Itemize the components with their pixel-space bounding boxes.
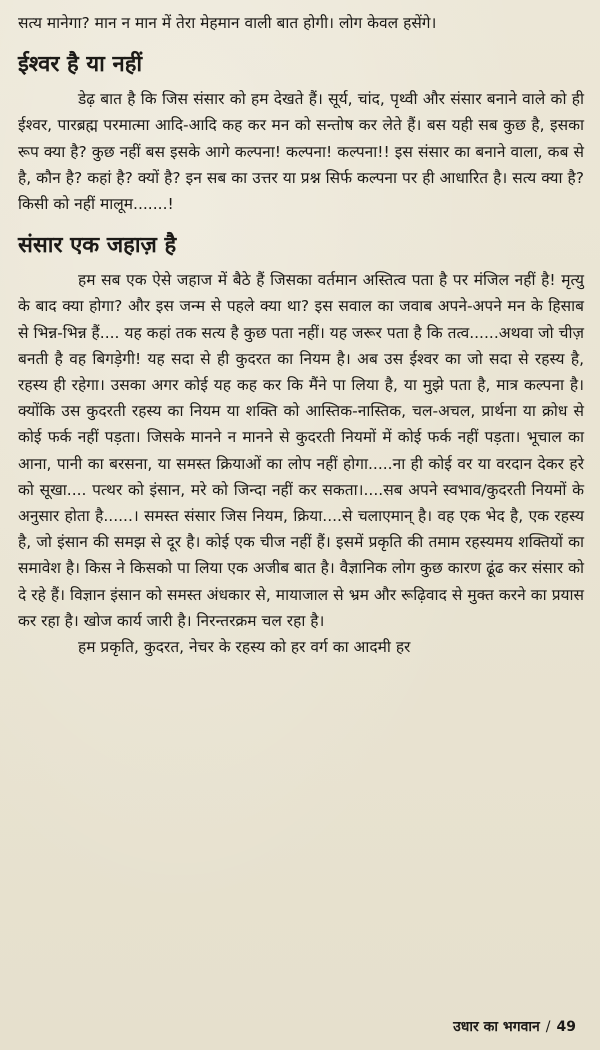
section-ishwar-paragraph: डेढ़ बात है कि जिस संसार को हम देखते हैं। सूर्य, चांद, पृथ्वी और संसार बनाने वाले को ही ईश्वर, पारब्रह्म परमात्मा आदि-आदि कह कर मन को सन्तोष कर लेते हैं। बस यही सब कुछ है, इसका रूप क्या है? कुछ नहीं बस इसके आगे कल्पना! कल्पना! कल्पना!! इस संसार का बनाने वाला, कब से है, कौन है? कहां है? क्यों है? इन सब का उत्तर या प्रश्न सिर्फ कल्पना पर ही आधारित है। सत्य क्या है? किसी को नहीं मालूम.......! [18, 90, 584, 214]
closing-line: हम प्रकृति, कुदरत, नेचर के रहस्य को हर वर्ग का आदमी हर [78, 638, 411, 657]
book-title: उधार का भगवान [453, 1019, 540, 1035]
section-heading-ishwar: ईश्वर है या नहीं [18, 52, 143, 78]
opening-paragraph: सत्य मानेगा? मान न मान में तेरा मेहमान वाली बात होगी। लोग केवल हसेंगे। [18, 14, 437, 32]
section-sansar-paragraph: हम सब एक ऐसे जहाज में बैठे हैं जिसका वर्तमान अस्तित्व पता है पर मंजिल नहीं है! मृत्यु के बाद क्या होगा? और इस जन्म से पहले क्या था? इस सवाल का जवाब अपने-अपने मन के हिसाब से भिन्न-भिन्न हैं.... यह कहां तक सत्य है कुछ पता नहीं। यह जरूर पता है कि तत्व......अथवा जो चीज़ बनती है वह बिगड़ेगी! यह सदा से ही कुदरत का नियम है। अब उस ईश्वर का जो सदा से रहस्य है, रहस्य ही रहेगा। उसका अगर कोई यह कह कर कि मैंने पा लिया है, या मुझे पता है, मात्र कल्पना है। क्योंकि उस कुदरती रहस्य का नियम या शक्ति को आस्तिक-नास्तिक, चल-अचल, प्रार्थना या क्रोध से कोई फर्क नहीं पड़ता। जिसके मानने न मानने से कुदरती नियमों में कोई फर्क नहीं पड़ता। भूचाल का आना, पानी का बरसना, या समस्त क्रियाओं का लोप नहीं होगा.....ना ही कोई वर या वरदान देकर हरे को सूखा.... पत्थर को इंसान, मरे को जिन्दा नहीं कर सकता।....सब अपने स्वभाव/कुदरती नियमों के अनुसार होता है......। समस्त संसार जिस नियम, क्रिया....से चलाएमान् है। वह एक भेद है, एक रहस्य है, जो इंसान की समझ से दूर है। कोई एक चीज नहीं हैं। इसमें प्रकृति की तमाम रहस्यमय शक्तियों का समावेश है। किस ने किसको पा लिया एक अजीब बात है। वैज्ञानिक लोग कुछ कारण ढूंढ कर संसार को दे रहे हैं। विज्ञान इंसान को समस्त अंधकार से, मायाजाल से भ्रम और रूढ़िवाद से मुक्त करने का प्रयास कर रहा है। खोज कार्य जारी है। निरन्तरक्रम चल रहा है। [18, 271, 584, 630]
section-heading-sansar: संसार एक जहाज़ है [18, 233, 177, 259]
footer-separator: / [545, 1019, 551, 1035]
page-footer [453, 1017, 576, 1036]
page-number: 49 [556, 1019, 576, 1035]
